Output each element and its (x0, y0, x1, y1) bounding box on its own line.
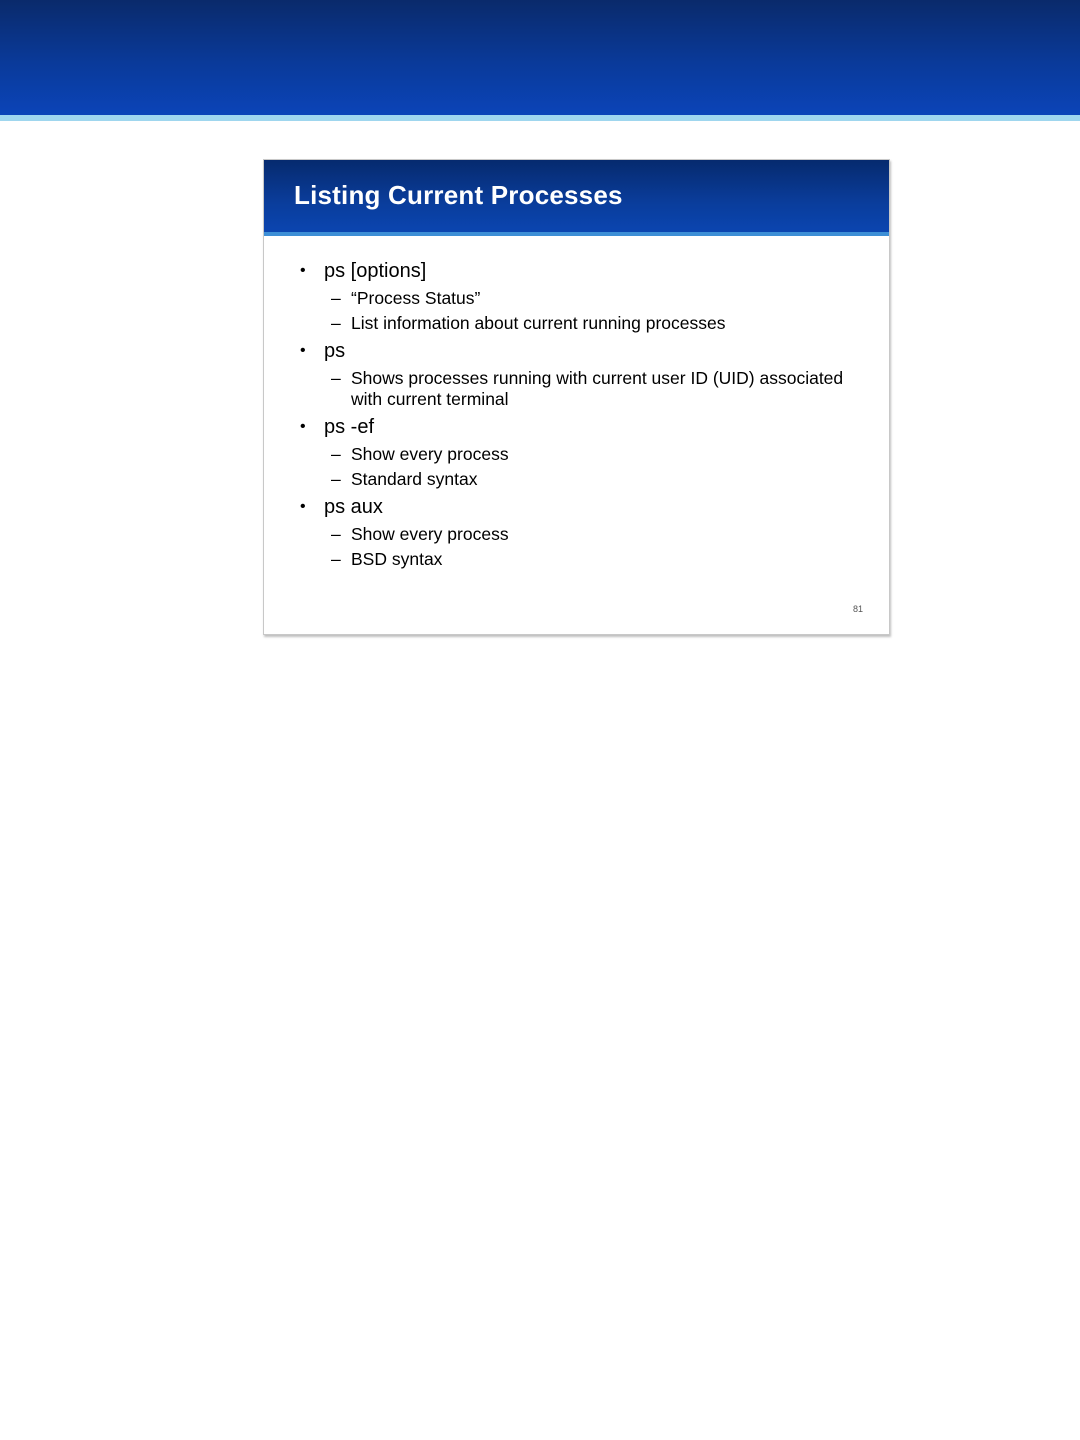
dash-icon: – (331, 444, 341, 464)
sub-item (300, 469, 860, 490)
sub-list (300, 444, 860, 490)
sub-item-text: Shows processes running with current user ID (UID) associated with current terminal (351, 368, 844, 409)
page-header-banner (0, 0, 1080, 115)
bullet-dot-icon: • (300, 342, 306, 359)
sub-item (300, 313, 860, 334)
sub-item (300, 288, 860, 309)
slide-header (264, 160, 889, 232)
bullet-text: ps -ef (324, 416, 375, 438)
slide-body (300, 256, 860, 574)
bullet-dot-icon: • (300, 262, 306, 279)
dash-icon: – (331, 288, 341, 308)
dash-icon: – (331, 524, 341, 544)
sub-item (300, 444, 860, 465)
sub-item-text: BSD syntax (351, 549, 443, 569)
dash-icon: – (331, 469, 341, 489)
slide-header-stripe (264, 232, 889, 236)
sub-item-text: Show every process (351, 444, 509, 464)
sub-list (300, 288, 860, 334)
sub-item-text: List information about current running processes (351, 313, 726, 333)
sub-list (300, 524, 860, 570)
bullet-dot-icon: • (300, 418, 306, 435)
page-number: 81 (852, 604, 863, 614)
bullet-text: ps [options] (324, 260, 427, 282)
bullet-dot-icon: • (300, 498, 306, 515)
sub-item-text: Standard syntax (351, 469, 478, 489)
page-header-stripe (0, 115, 1080, 121)
bullet-text: ps (324, 340, 346, 362)
bullet-item (300, 338, 860, 364)
slide (263, 159, 890, 635)
bullet-item (300, 414, 860, 440)
sub-item-text: “Process Status” (351, 288, 481, 308)
sub-item (300, 524, 860, 545)
sub-item (300, 549, 860, 570)
bullet-text: ps aux (324, 496, 383, 518)
dash-icon: – (331, 368, 341, 388)
bullet-item (300, 494, 860, 520)
bullet-item (300, 258, 860, 284)
sub-item (300, 368, 860, 410)
sub-list (300, 368, 860, 410)
dash-icon: – (331, 313, 341, 333)
dash-icon: – (331, 549, 341, 569)
slide-title: Listing Current Processes (294, 180, 623, 210)
sub-item-text: Show every process (351, 524, 509, 544)
